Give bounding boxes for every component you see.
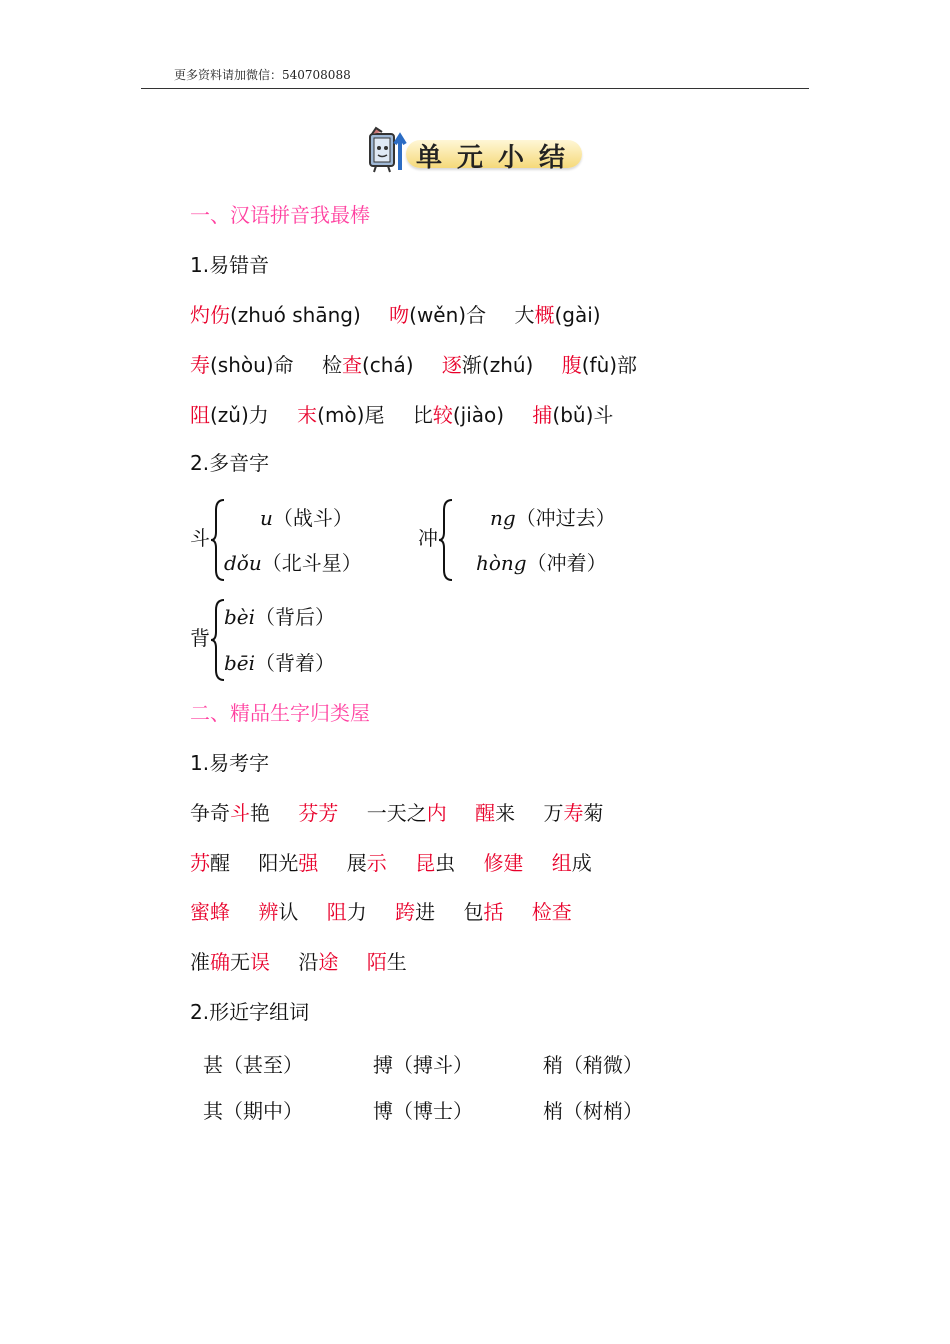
- polyphone-dou-reading-1: u（战斗）: [260, 506, 353, 530]
- polyphone-dou-reading-2: dǒu（北斗星）: [224, 551, 362, 575]
- list-item: 阻(zǔ)力: [190, 403, 269, 427]
- list-item: 苏醒: [190, 851, 230, 875]
- list-item: 沿途: [298, 950, 339, 974]
- polyphone-chong-reading-2: hòng（冲着）: [476, 551, 607, 575]
- list-item: 组成: [551, 851, 592, 875]
- banner-title: 单元小结: [416, 143, 581, 173]
- word-row-3: [190, 899, 594, 925]
- polyphone-chong-reading-1: ng（冲过去）: [490, 506, 616, 530]
- list-item: 比较(jiào): [412, 403, 505, 427]
- header-rule: [141, 88, 809, 89]
- list-item: 准确无误: [190, 950, 270, 974]
- list-item: 跨进: [395, 900, 436, 924]
- pinyin-row-3: [190, 402, 635, 428]
- polyphone-dou-char: 斗: [190, 526, 210, 550]
- subheading-key-characters: 1.易考字: [190, 751, 270, 775]
- list-item: 醒来: [475, 801, 516, 825]
- list-item: 包括: [463, 900, 504, 924]
- section-1-title: 一、汉语拼音我最棒: [190, 203, 370, 227]
- list-item: 逐渐(zhú): [441, 353, 534, 377]
- list-item: 蜜蜂: [190, 900, 230, 924]
- list-item: 吻(wěn)合: [389, 303, 487, 327]
- polyphone-bei-char: 背: [190, 626, 210, 650]
- list-item: 展示: [346, 851, 387, 875]
- list-item: 修建: [483, 851, 524, 875]
- brace-icon: [438, 498, 454, 582]
- similar-char-pair: 搏（搏斗）: [373, 1053, 473, 1077]
- book-mascot-icon: [362, 126, 410, 176]
- list-item: 辨认: [258, 900, 299, 924]
- subheading-similar-characters: 2.形近字组词: [190, 1000, 310, 1024]
- word-row-4: [190, 949, 429, 975]
- list-item: 腹(fù)部: [561, 353, 638, 377]
- subheading-error-prone: 1.易错音: [190, 253, 270, 277]
- similar-char-pair: 博（博士）: [373, 1099, 473, 1123]
- list-item: 陌生: [366, 950, 407, 974]
- similar-char-pair: 梢（树梢）: [543, 1099, 643, 1123]
- polyphone-chong-char: 冲: [418, 526, 438, 550]
- list-item: 末(mò)尾: [297, 403, 385, 427]
- list-item: 寿(shòu)命: [190, 353, 294, 377]
- list-item: 阳光强: [258, 851, 319, 875]
- list-item: 灼伤(zhuó shāng): [190, 303, 361, 327]
- similar-char-pair: 甚（甚至）: [203, 1053, 303, 1077]
- list-item: 争奇斗艳: [190, 801, 270, 825]
- unit-summary-banner: [362, 126, 584, 176]
- list-item: 大概(gài): [514, 303, 601, 327]
- list-item: 捕(bǔ)斗: [532, 403, 614, 427]
- word-row-2: [190, 850, 614, 876]
- similar-char-pair: 稍（稍微）: [543, 1053, 643, 1077]
- similar-char-pair: 其（期中）: [203, 1099, 303, 1123]
- section-2-title: 二、精品生字归类屋: [190, 701, 370, 725]
- list-item: 检查: [531, 900, 572, 924]
- list-item: 阻力: [326, 900, 367, 924]
- pinyin-row-2: [190, 352, 659, 378]
- pinyin-row-1: [190, 302, 623, 328]
- list-item: 万寿菊: [543, 801, 604, 825]
- list-item: 昆虫: [415, 851, 456, 875]
- list-item: 检查(chá): [321, 353, 414, 377]
- header-text: 更多资料请加微信：540708088: [174, 68, 351, 82]
- word-row-1: [190, 800, 625, 826]
- subheading-polyphonic: 2.多音字: [190, 451, 270, 475]
- polyphone-bei-reading-1: bèi（背后）: [224, 605, 336, 629]
- list-item: 芬芳: [298, 801, 339, 825]
- list-item: 一天之内: [366, 801, 447, 825]
- polyphone-bei-reading-2: bēi（背着）: [224, 651, 336, 675]
